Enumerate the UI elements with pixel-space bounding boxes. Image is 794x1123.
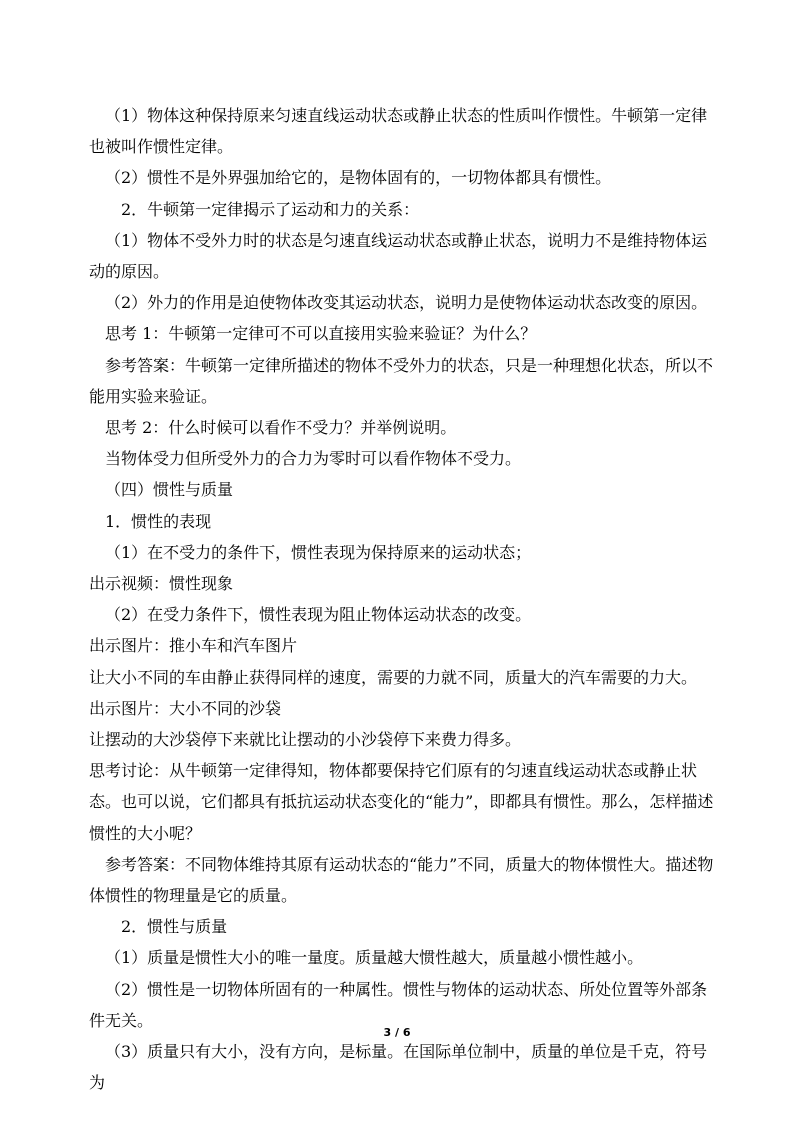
paragraph: 思考 1：牛顿第一定律可不可以直接用实验来验证？为什么？: [105, 324, 537, 344]
paragraph: 2．惯性与质量: [121, 917, 228, 937]
paragraph: 出示视频：惯性现象: [89, 574, 234, 594]
paragraph: 出示图片：大小不同的沙袋: [89, 698, 282, 718]
paragraph: （1）质量是惯性大小的唯一量度。质量越大惯性越大，质量越小惯性越小。: [105, 948, 644, 968]
paragraph: （1）物体不受外力时的状态是匀速直线运动状态或静止状态，说明力不是维持物体运动的原因。: [89, 230, 708, 282]
paragraph: 出示图片：推小车和汽车图片: [89, 636, 298, 656]
paragraph: 让大小不同的车由静止获得同样的速度，需要的力就不同，质量大的汽车需要的力大。: [89, 667, 698, 687]
paragraph: 思考讨论：从牛顿第一定律得知，物体都要保持它们原有的匀速直线运动状态或静止状态。也可以说，它们都具有抵抗运动状态变化的“能力”，即都具有惯性。那么，怎样描述惯性的大小呢？: [89, 761, 714, 843]
paragraph: 让摆动的大沙袋停下来就比让摆动的小沙袋停下来费力得多。: [89, 730, 522, 750]
paragraph: （2）外力的作用是迫使物体改变其运动状态，说明力是使物体运动状态改变的原因。: [105, 293, 708, 313]
paragraph: （2）惯性是一切物体所固有的一种属性。惯性与物体的运动状态、所处位置等外部条件无关。: [89, 979, 708, 1030]
paragraph: （2）惯性不是外界强加给它的，是物体固有的，一切物体都具有惯性。: [105, 168, 612, 188]
paragraph: 2．牛顿第一定律揭示了运动和力的关系：: [121, 199, 420, 219]
paragraph: （3）质量只有大小，没有方向，是标量。在国际单位制中，质量的单位是千克，符号为: [89, 1042, 708, 1093]
paragraph: （2）在受力条件下，惯性表现为阻止物体运动状态的改变。: [105, 605, 532, 625]
paragraph: 当物体受力但所受外力的合力为零时可以看作物体不受力。: [105, 449, 522, 469]
paragraph: （1）物体这种保持原来匀速直线运动状态或静止状态的性质叫作惯性。牛顿第一定律也被叫作惯性定律。: [89, 106, 708, 157]
paragraph: （四）惯性与质量: [105, 480, 234, 500]
paragraph: 参考答案：不同物体维持其原有运动状态的“能力”不同，质量大的物体惯性大。描述物体惯性的物理量是它的质量。: [89, 854, 714, 906]
paragraph: 参考答案：牛顿第一定律所描述的物体不受外力的状态，只是一种理想化状态，所以不能用实验来验证。: [89, 355, 714, 406]
paragraph: 1．惯性的表现: [105, 511, 212, 531]
paragraph: 思考 2：什么时候可以看作不受力？并举例说明。: [105, 418, 457, 438]
document-body: [89, 100, 717, 1099]
page-number: 3 / 6: [383, 1026, 411, 1039]
paragraph: （1）在不受力的条件下，惯性表现为保持原来的运动状态；: [105, 542, 532, 562]
